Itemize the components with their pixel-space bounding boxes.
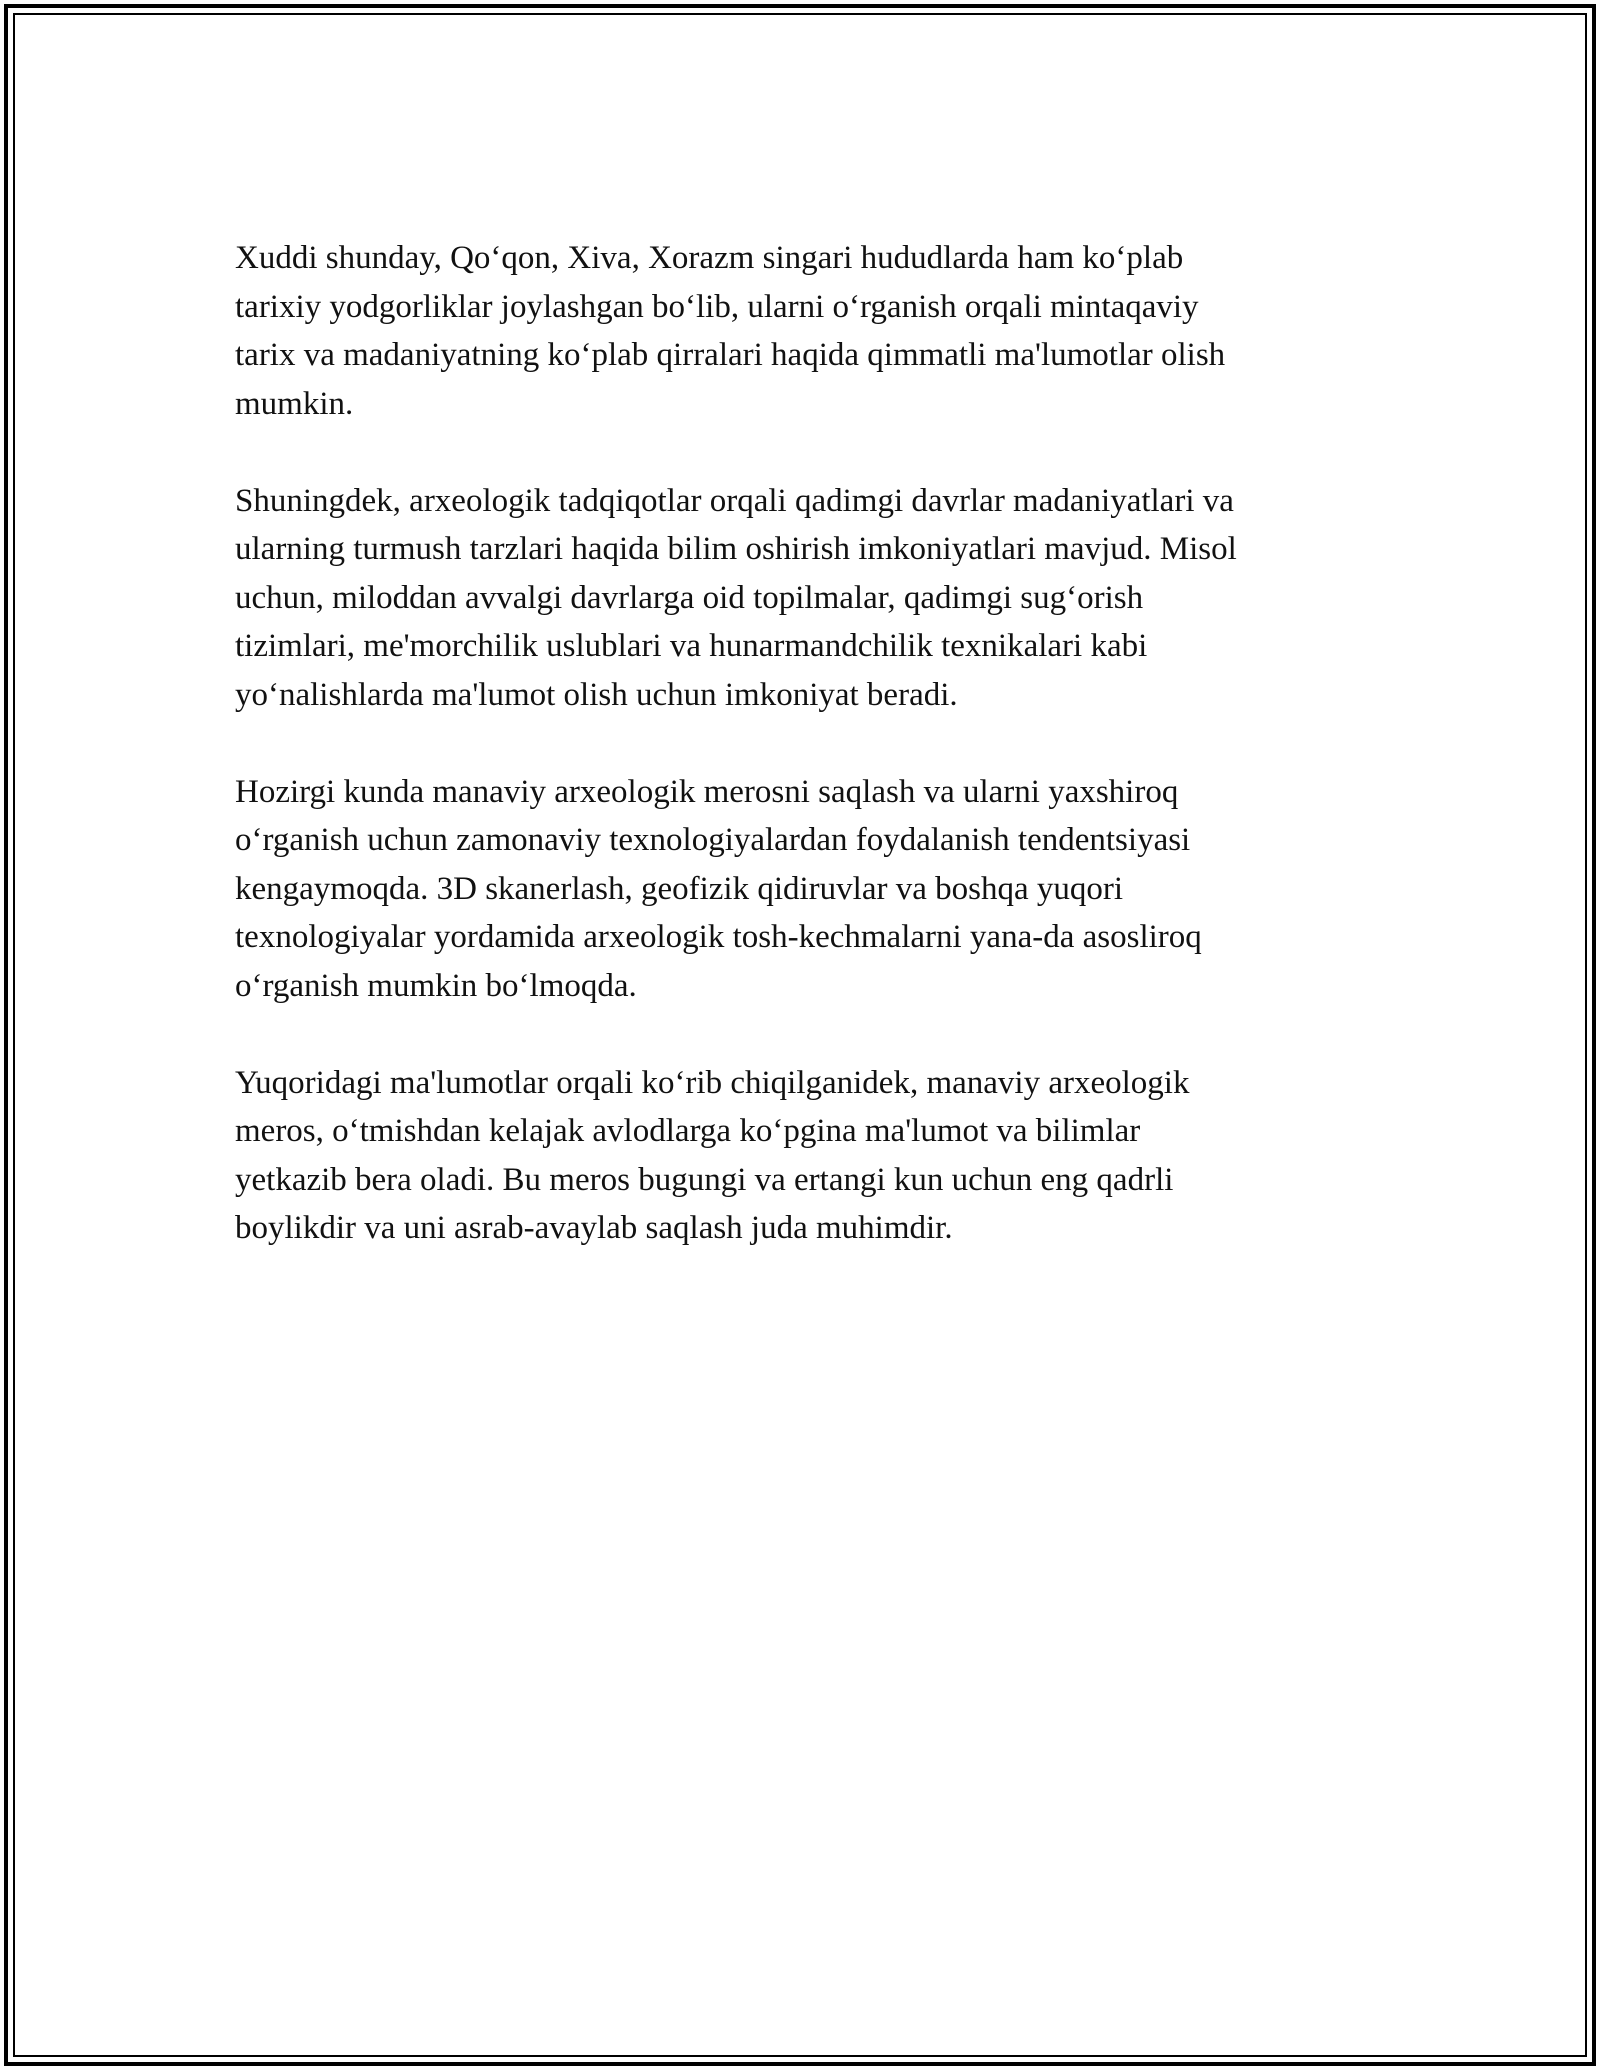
paragraph-1: Xuddi shunday, Qo‘qon, Xiva, Xorazm singari hududlarda ham ko‘plab tarixiy yodgorliklar joylashgan bo‘lib, ularni o‘rganish orqali mintaqaviy tarix va madaniyatning ko‘plab qirralari haqida qimmatli ma'lumotlar olish mumkin.	[235, 240, 1226, 422]
paragraph-4: Yuqoridagi ma'lumotlar orqali ko‘rib chiqilganidek, manaviy arxeologik meros, o‘tmishdan kelajak avlodlarga ko‘pgina ma'lumot va bilimlar yetkazib bera oladi. Bu meros bugungi va ertangi kun uchun eng qadrli boylikdir va uni asrab-avaylab saqlash juda muhimdir.	[235, 1064, 1190, 1246]
paragraph-3: Hozirgi kunda manaviy arxeologik merosni saqlash va ularni yaxshiroq o‘rganish uchun zamonaviy texnologiyalardan foydalanish tendentsiyasi kengaymoqda. 3D skanerlash, geofizik qidiruvlar va boshqa yuqori texnologiyalar yordamida arxeologik tosh-kechmalarni yana-da asosliroq o‘rganish mumkin bo‘lmoqda.	[235, 773, 1202, 1004]
document-body	[235, 234, 1365, 1301]
paragraph-2: Shuningdek, arxeologik tadqiqotlar orqali qadimgi davrlar madaniyatlari va ularning turmush tarzlari haqida bilim oshirish imkoniyatlari mavjud. Misol uchun, miloddan avvalgi davrlarga oid topilmalar, qadimgi sug‘orish tizimlari, me'morchilik uslublari va hunarmandchilik texnikalari kabi yo‘nalishlarda ma'lumot olish uchun imkoniyat beradi.	[235, 482, 1237, 713]
